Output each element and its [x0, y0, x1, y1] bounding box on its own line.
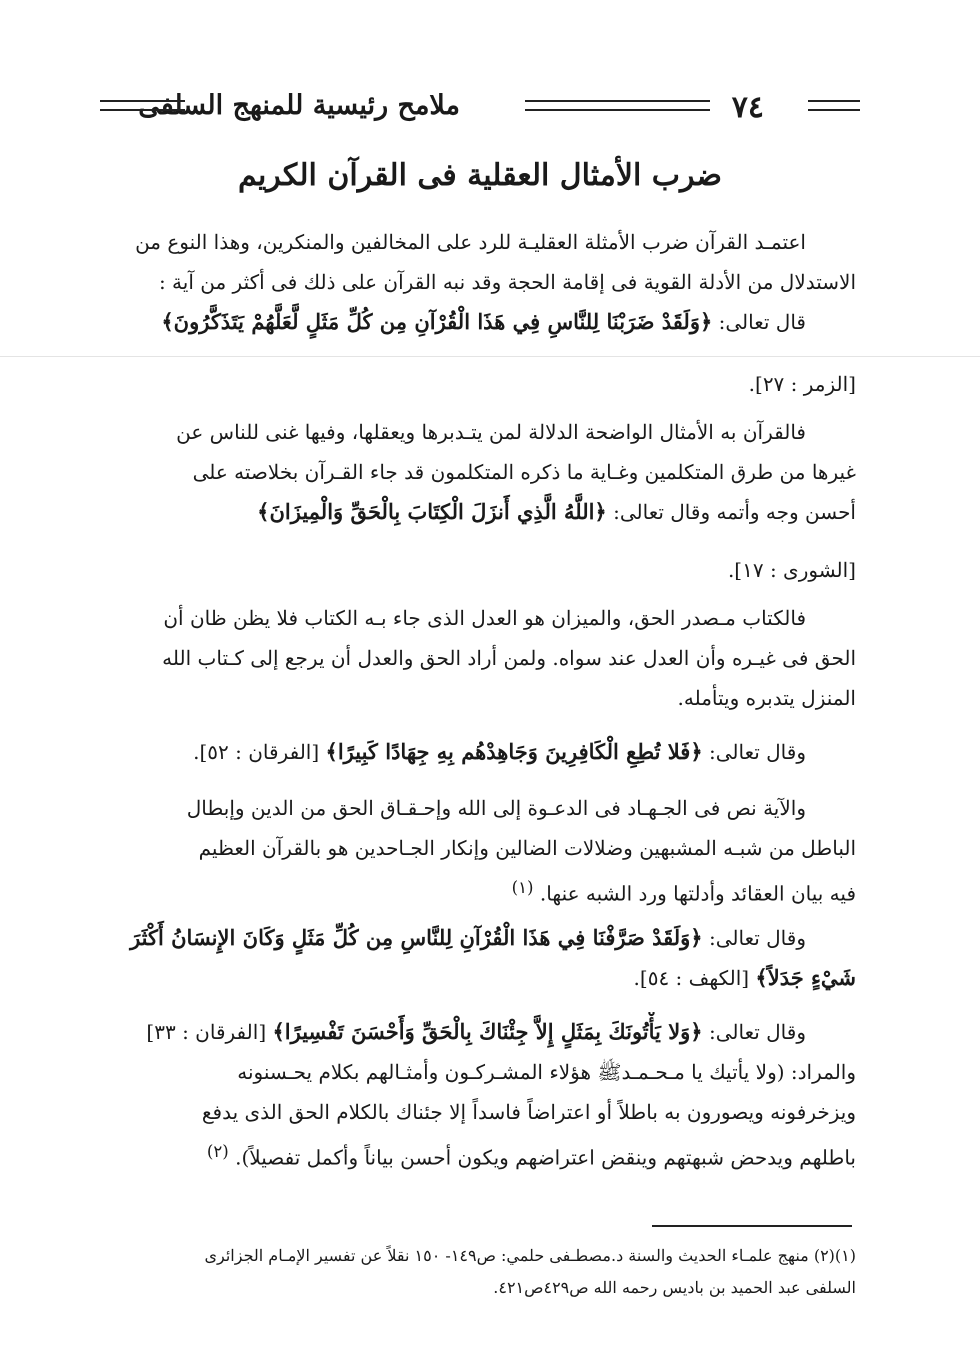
verse-block — [104, 1012, 856, 1172]
text-line: غيرها من طرق المتكلمين وغـاية ما ذكره المتكلمون قد جاء القـرآن بخلاصته على — [192, 460, 856, 484]
verse-block — [104, 732, 856, 772]
verse-line — [104, 918, 856, 958]
quran-verse: ﴿وَلَقَدْ صَرَّفْنَا فِي هَذَا الْقُرْآنِ لِلنَّاسِ مِن كُلِّ مَثَلٍ وَكَانَ الإِنسَانُ أَكْثَرَ — [130, 925, 703, 950]
quran-verse: ﴿وَلا يَأْتُونَكَ بِمَثَلٍ إِلاَّ جِئْنَاكَ بِالْحَقِّ وَأَحْسَنَ تَفْسِيرًا﴾ — [272, 1019, 703, 1044]
footnote-line: السلفى عبد الحميد بن باديس رحمه الله ص٤٢٩ص٤٢١. — [493, 1278, 856, 1297]
text-line: فالكتاب مـصدر الحق، والميزان هو العدل الذى جاء بـه الكتاب فلا يظن ظان أن — [163, 606, 806, 630]
verse-line — [104, 1012, 856, 1052]
verse-reference-block — [104, 550, 856, 590]
verse-intro: وقال تعالى: — [708, 1020, 806, 1044]
verse-intro: قال تعالى: — [718, 310, 806, 334]
footnote-line: (١)(٢) منهج علمـاء الحديث والسنة د.مصطـفى حلمي: ص١٤٩- ١٥٠ نقلاً عن تفسير الإمـام الجزائرى — [204, 1246, 856, 1265]
verse-intro: وقال تعالى: — [708, 740, 806, 764]
text-line — [104, 1132, 856, 1172]
verse-reference-block — [104, 364, 856, 404]
text-line: الحق فى غيـره وأن العدل عند سواه. ولمن أراد الحق والعدل أن يرجع إلى كـتاب الله — [162, 646, 856, 670]
text-line: الباطل من شبـه المشبهين وضلالات الضالين وإنكار الجـاحدين هو بالقرآن العظيم — [198, 836, 856, 860]
running-title: ملامح رئيسية للمنهج السلفى — [138, 90, 460, 121]
section-heading: ضرب الأمثال العقلية فى القرآن الكريم — [237, 158, 722, 193]
scan-divider — [0, 356, 980, 357]
text-segment: أحسن وجه وأتمه وقال تعالى: — [613, 500, 856, 524]
verse-intro: وقال تعالى: — [708, 926, 806, 950]
footnote-rule — [652, 1225, 852, 1227]
text-line — [104, 868, 856, 908]
verse-reference: [الفرقان : ٣٣] — [146, 1020, 267, 1044]
verse-reference: [الزمر : ٢٧]. — [748, 372, 856, 396]
text-line: المنزل يتدبره ويتأمله. — [677, 686, 856, 710]
header-rule-left — [100, 100, 185, 111]
text-line: ويزخرفونه ويصورون به باطلاً أو اعتراضاً فاسداً إلا جئناك بالكلام الحق الذى يدفع — [201, 1100, 856, 1124]
footnote-mark: (٢) — [206, 1142, 229, 1161]
text-line: اعتمـد القرآن ضرب الأمثلة العقليـة للرد على المخالفين والمنكرين، وهذا النوع من — [135, 230, 806, 254]
paragraph-quran-examples — [104, 412, 856, 532]
text-line: الاستدلال من الأدلة القوية فى إقامة الحجة وقد نبه القرآن على ذلك فى أكثر من آية : — [158, 270, 856, 294]
paragraph-book-and-balance — [104, 598, 856, 718]
paragraph-intro — [104, 222, 856, 342]
text-line: فالقرآن به الأمثال الواضحة الدلالة لمن يتـدبرها ويعقلها، وفيها غنى للناس عن — [176, 420, 806, 444]
text-segment: فيه بيان العقائد وأدلتها ورد الشبه عنها. — [539, 881, 856, 906]
verse-reference: [الكهف : ٥٤]. — [633, 966, 750, 990]
text-line: والآية نص فى الجـهـاد فى الدعـوة إلى الله وإحـقـاق الحق من الدين وإبطال — [186, 796, 806, 820]
footnotes — [110, 1240, 856, 1304]
page-header — [100, 88, 860, 125]
header-rule-middle — [525, 100, 710, 111]
quran-verse: ﴿اللَّهُ الَّذِي أَنزَلَ الْكِتَابَ بِالْحَقِّ وَالْمِيزَانَ﴾ — [257, 499, 607, 524]
verse-reference: [الفرقان : ٥٢]. — [193, 740, 320, 764]
verse-block — [104, 918, 856, 998]
text-line: والمراد: (ولا يأتيك يا مـحـمـدﷺ هؤلاء المشـركـون وأمثـالهم بكلام يحـسنونه — [237, 1060, 856, 1084]
verse-line — [104, 302, 856, 342]
verse-line — [104, 732, 856, 772]
quran-verse: ﴿وَلَقَدْ ضَرَبْنَا لِلنَّاسِ فِي هَذَا الْقُرْآنِ مِن كُلِّ مَثَلٍ لَّعَلَّهُمْ يَتَذَكَّرُونَ﴾ — [161, 309, 713, 334]
verse-reference: [الشورى : ١٧]. — [727, 558, 856, 582]
footnote-mark: (١) — [511, 878, 534, 897]
verse-line — [104, 492, 856, 532]
paragraph-jihad-in-dawah — [104, 788, 856, 908]
header-rule-right — [808, 100, 860, 111]
text-segment: باطلهم ويدحض شبهتهم وينقض اعتراضهم ويكون أحسن بياناً وأكمل تفصيلاً). — [235, 1145, 856, 1170]
page-number: ٧٤ — [731, 90, 764, 125]
verse-line — [104, 958, 856, 998]
quran-verse: ﴿فَلا تُطِعِ الْكَافِرِينَ وَجَاهِدْهُم بِهِ جِهَادًا كَبِيرًا﴾ — [325, 739, 703, 764]
quran-verse: شَيْءٍ جَدَلاً﴾ — [755, 965, 856, 990]
